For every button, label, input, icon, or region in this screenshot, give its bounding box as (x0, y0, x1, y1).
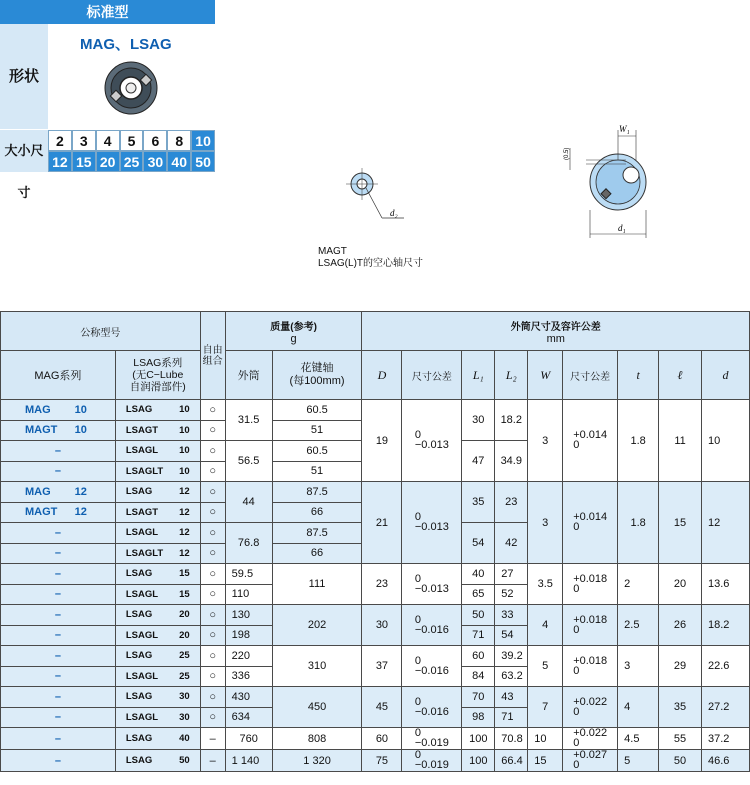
table-row: – LSAGL 30 ○ 634 98 71 (1, 707, 750, 728)
lsag-series-header: LSAG系列 (无C−Lube 自润滑部件) (115, 351, 200, 400)
table-row: – LSAG 50 – 1 140 1 320 75 0 −0.019 100 66.4 15 +0.027 0 5 50 46.6 (1, 750, 750, 772)
spec-table (0, 311, 750, 772)
table-row: – LSAGL 20 ○ 198 71 54 (1, 625, 750, 646)
free-combo: ○ (200, 400, 225, 421)
D-header: D (362, 351, 402, 400)
tol2-header: 尺寸公差 (563, 351, 618, 400)
table-row: – LSAGL 10 ○ 56.5 60.5 47 34.9 (1, 441, 750, 462)
t-header: t (618, 351, 659, 400)
size-cell: 4 (96, 130, 120, 151)
size-cell: 12 (48, 151, 72, 172)
mass-header: 质量(参考) g (225, 312, 362, 351)
table-row: MAGT 12 LSAGT 12 ○ 66 (1, 502, 750, 523)
size-cell: 25 (120, 151, 144, 172)
standard-type-title: 标准型 (0, 0, 215, 24)
table-row: MAG 12 LSAG 12 ○ 44 87.5 21 0 −0.013 35 23 3 +0.014 0 1.8 15 12 (1, 482, 750, 503)
size-label: 大小尺寸 (0, 130, 48, 172)
label-W1: W₁ (619, 124, 630, 134)
table-row: MAG 10 LSAG 10 ○ 31.5 60.5 19 0 −0.013 30 18.2 3 +0.014 0 1.8 11 10 (1, 400, 750, 421)
size-cell: 10 (191, 130, 215, 151)
table-row: – LSAG 20 ○ 130 202 30 0 −0.016 50 33 4 +0.018 0 2.5 26 18.2 (1, 605, 750, 626)
table-row: – LSAG 40 – 760 808 60 0 −0.019 100 70.8 10 +0.022 0 4.5 55 37.2 (1, 728, 750, 750)
table-row: – LSAGLT 12 ○ 66 (1, 543, 750, 564)
size-cell: 5 (120, 130, 144, 151)
label-side: (0.5) (564, 147, 570, 160)
size-cell: 8 (167, 130, 191, 151)
table-row: – LSAGLT 10 ○ 51 (1, 461, 750, 482)
outer-dims-header: 外筒尺寸及容许公差 mm (362, 312, 750, 351)
outer-cylinder-drawing (556, 120, 666, 245)
label-d2: d₂ (390, 208, 398, 218)
table-row: – LSAG 30 ○ 430 450 45 0 −0.016 70 43 7 +0.022 0 4 35 27.2 (1, 687, 750, 708)
hollow-shaft-drawing (340, 160, 420, 230)
L1-header: L₁ (462, 351, 495, 400)
size-cell: 20 (96, 151, 120, 172)
l-header: ℓ (659, 351, 702, 400)
table-row: – LSAGL 25 ○ 336 84 63.2 (1, 666, 750, 687)
mag-model: MAG 10 (1, 400, 116, 421)
size-cell: 30 (143, 151, 167, 172)
lsag-model: LSAG 10 (115, 400, 200, 421)
size-cell: 50 (191, 151, 215, 172)
table-row: – LSAGL 15 ○ 110 65 52 (1, 584, 750, 605)
size-cell: 15 (72, 151, 96, 172)
L2-header: L₂ (495, 351, 528, 400)
model-no-header: 公称型号 (1, 312, 201, 351)
size-cell: 6 (143, 130, 167, 151)
tol1-header: 尺寸公差 (402, 351, 462, 400)
table-row: MAGT 10 LSAGT 10 ○ 51 (1, 420, 750, 441)
series-title: MAG、LSAG (80, 36, 172, 53)
label-d1: d₁ (618, 223, 626, 233)
size-grid (48, 130, 215, 172)
size-cell: 3 (72, 130, 96, 151)
mag-series-header: MAG系列 (1, 351, 116, 400)
size-cell: 2 (48, 130, 72, 151)
table-row: – LSAG 15 ○ 59.5 111 23 0 −0.013 40 27 3.5 +0.018 0 2 20 13.6 (1, 564, 750, 585)
free-combo-header: 自由组合 (200, 312, 225, 400)
spline-header: 花键轴 (每100mm) (272, 351, 362, 400)
table-row: – LSAGL 12 ○ 76.8 87.5 54 42 (1, 523, 750, 544)
W-header: W (528, 351, 563, 400)
d-header: d (701, 351, 749, 400)
outer-header: 外筒 (225, 351, 272, 400)
size-cell: 40 (167, 151, 191, 172)
shape-label: 形状 (0, 24, 48, 129)
drawing-caption: MAGT LSAG(L)T的空心轴尺寸 (318, 246, 424, 269)
table-row: – LSAG 25 ○ 220 310 37 0 −0.016 60 39.2 5 +0.018 0 3 29 22.6 (1, 646, 750, 667)
